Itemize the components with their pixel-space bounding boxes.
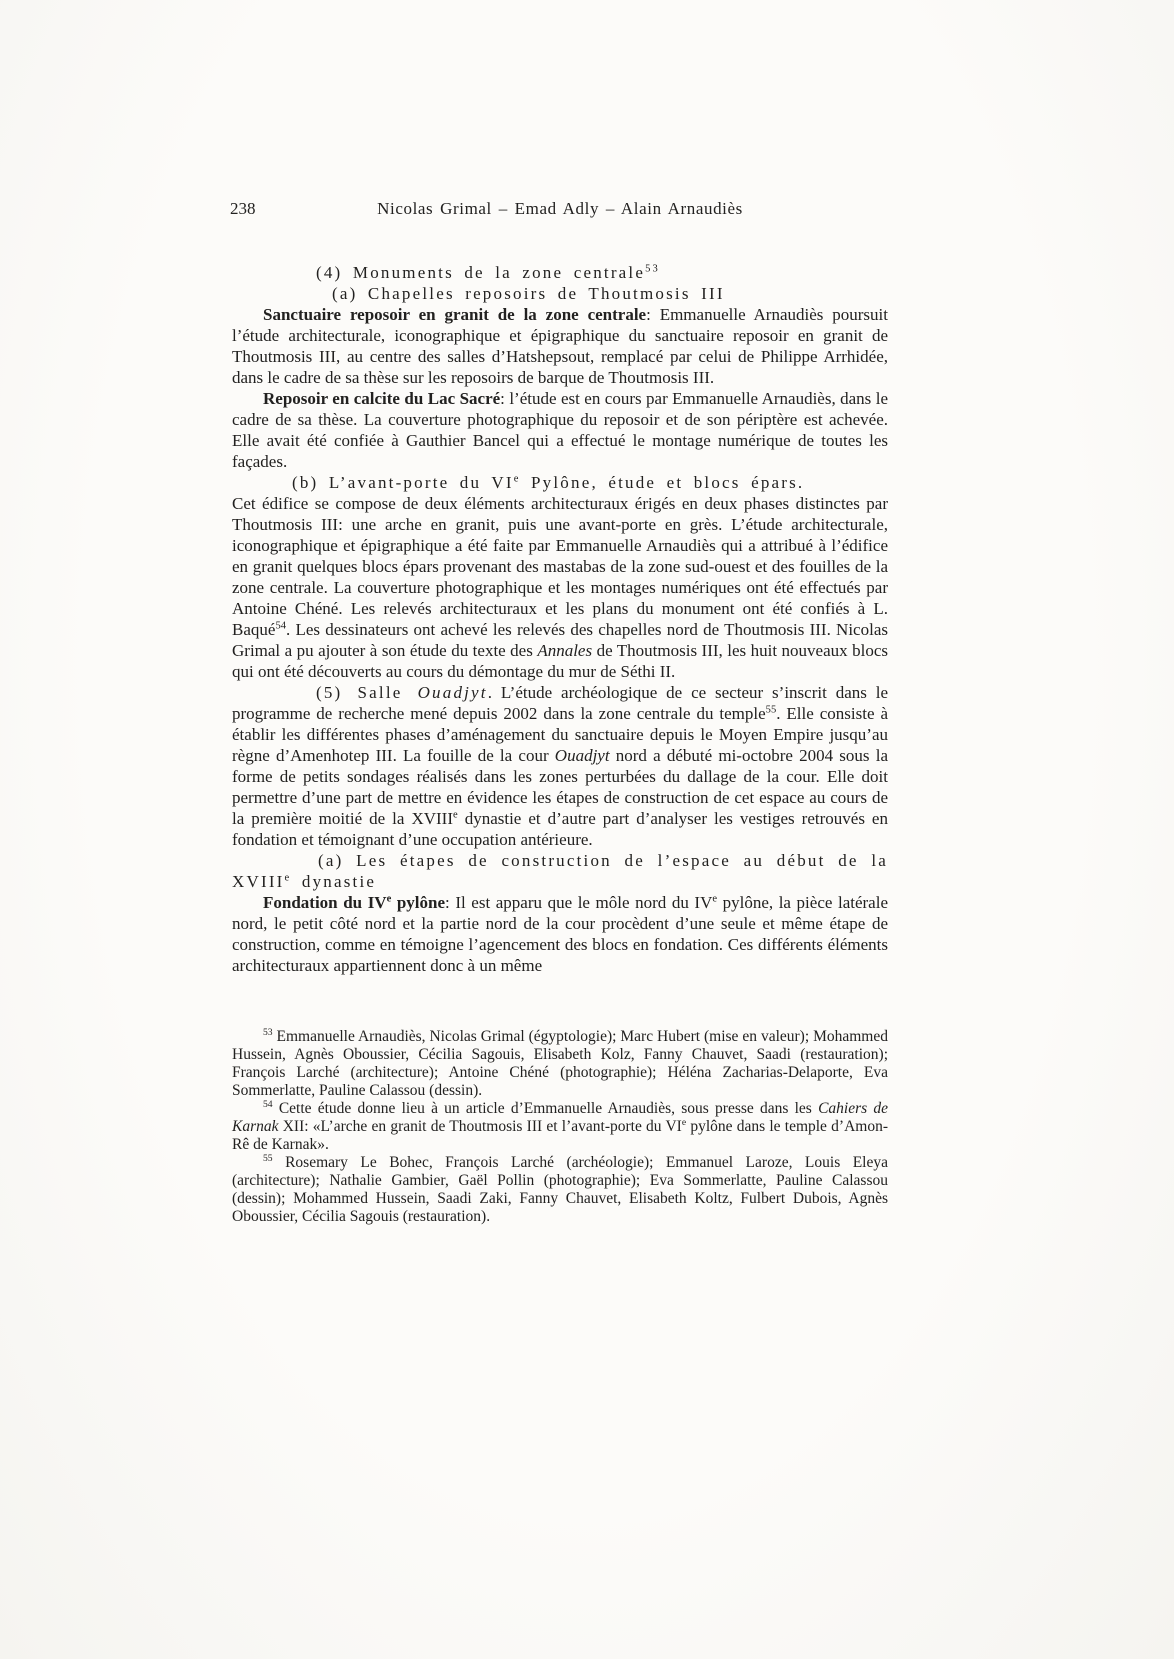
text-segment: dynastie et d’autre part d’analyser les vestiges retrouvés en fondation et témoignant d’une occupation antérieure. — [232, 809, 888, 849]
text-segment: 54 — [275, 620, 286, 632]
page-number: 238 — [230, 199, 256, 218]
text-segment: Fondation du IV — [263, 893, 387, 912]
text-segment: Cet édifice se compose de deux éléments architecturaux érigés en deux phases distinctes par Thoutmosis III: une arche en granit, puis une avant-porte en grès. L’étude architecturale, iconographique et épigraphique a été faite par Emmanuelle Arnaudiès qui a attribué à l’édifice en granit quelques blocs épars provenant des mastabas de la zone sud-ouest et des fouilles de la zone centrale. La couverture photographique et les montages numériques ont été effectués par Antoine Chéné. Les relevés architecturaux et les plans du monument ont été confiés à L. Baqué — [232, 494, 888, 639]
text-segment: (5) Salle — [316, 683, 418, 702]
paragraph-salle-ouadjyt — [232, 682, 888, 850]
main-text — [232, 262, 888, 976]
text-segment: : Il est apparu que le môle nord du IV — [445, 893, 713, 912]
text-segment: e — [386, 893, 392, 905]
text-segment: Emmanuelle Arnaudiès, Nicolas Grimal (égyptologie); Marc Hubert (mise en valeur); Mohammed Hussein, Agnès Oboussier, Cécilia Sagouis, Elisabeth Kolz, Fanny Chauvet, Saadi (restauration); François Larché (architecture); Antoine Chéné (photographie); Héléna Zacharias-Delaporte, Eva Sommerlatte, Pauline Calassou (dessin). — [232, 1028, 888, 1099]
section-heading-monuments-zone-centrale — [232, 262, 888, 283]
text-segment: e — [712, 893, 718, 905]
text-segment: 53 — [645, 263, 661, 275]
text-segment: de Thoutmosis III, les huit nouveaux blocs qui ont été découverts au cours du démontage du mur de Séthi II. — [232, 641, 888, 681]
text-segment: dynastie — [291, 872, 377, 891]
text-segment: e — [513, 473, 521, 485]
footnote-55 — [232, 1154, 888, 1226]
text-column — [232, 198, 888, 1226]
running-head: Nicolas Grimal – Emad Adly – Alain Arnaudiès — [377, 199, 743, 218]
text-segment: . Les dessinateurs ont achevé les relevés des chapelles nord de Thoutmosis III. Nicolas Grimal a pu ajouter à son étude du texte des — [232, 620, 888, 660]
text-segment: Pylône, étude et blocs épars. — [520, 473, 805, 492]
text-segment: . L’étude archéologique de ce secteur s’inscrit dans le programme de recherche mené depuis 2002 dans la zone centrale du temple — [232, 683, 888, 723]
text-segment: Sanctuaire reposoir en granit de la zone centrale — [263, 305, 647, 324]
section-heading-avant-porte — [232, 472, 888, 493]
text-segment: XII: «L’arche en granit de Thoutmosis III et l’avant-porte du VI — [278, 1118, 682, 1135]
text-segment: pylône, la pièce latérale nord, le petit côté nord et la partie nord de la cour procèdent d’une seule et même étape de construction, comme en témoigne l’agencement des blocs en fondation. Ces différents éléments architecturaux appartiennent donc à un même — [232, 893, 888, 975]
text-segment: Cette étude donne lieu à un article d’Emmanuelle Arnaudiès, sous presse dans les — [272, 1100, 819, 1117]
paragraph-avant-porte — [232, 493, 888, 682]
text-segment: 55 — [263, 1152, 273, 1164]
text-segment: (a) Les étapes de construction de l’espace au début de la XVIII — [232, 851, 888, 891]
text-segment: 54 — [263, 1098, 273, 1110]
text-segment: pylône dans le temple d’Amon-Rê de Karnak». — [232, 1118, 888, 1153]
text-segment: Annales — [537, 641, 593, 660]
text-segment: . Elle consiste à établir les différentes phases d’aménagement du sanctuaire depuis le Moyen Empire jusqu’au règne d’Amenhotep III. La fouille de la cour — [232, 704, 888, 765]
footnotes-block — [232, 1028, 888, 1226]
text-segment: : l’étude est en cours par Emmanuelle Arnaudiès, dans le cadre de sa thèse. La couverture photographique du reposoir et de son périptère est achevée. Elle avait été confiée à Gauthier Bancel qui a effectué le montage numérique de toutes les façades. — [232, 389, 889, 471]
section-heading-chapelles-reposoirs — [232, 283, 888, 304]
text-segment: Reposoir en calcite du Lac Sacré — [263, 389, 501, 408]
paragraph-reposoir-calcite — [232, 388, 888, 472]
section-heading-etapes-construction — [232, 850, 888, 892]
text-segment: pylône — [391, 893, 446, 912]
text-segment: e — [284, 872, 292, 884]
text-segment: Cahiers de Karnak — [232, 1100, 888, 1135]
paragraph-sanctuaire-reposoir — [232, 304, 888, 388]
text-segment: Ouadjyt — [417, 683, 488, 702]
text-segment: Ouadjyt — [554, 746, 610, 765]
footnote-53 — [232, 1028, 888, 1100]
text-segment: (a) Chapelles reposoirs de Thoutmosis III — [332, 284, 725, 303]
text-segment: 53 — [263, 1026, 273, 1038]
paragraph-fondation-pylone — [232, 892, 888, 976]
text-segment: : Emmanuelle Arnaudiès poursuit l’étude architecturale, iconographique et épigraphique du sanctuaire reposoir en granit de Thoutmosis III, au centre des salles d’Hatshepsout, remplacé par celui de Philippe Arrhidée, dans le cadre de sa thèse sur les reposoirs de barque de Thoutmosis III. — [232, 305, 888, 387]
text-segment: 55 — [765, 704, 777, 716]
text-segment: (b) L’avant-porte du VI — [292, 473, 514, 492]
text-segment: Rosemary Le Bohec, François Larché (archéologie); Emmanuel Laroze, Louis Eleya (architecture); Nathalie Gambier, Gaël Pollin (photographie); Eva Sommerlatte, Pauline Calassou (dessin); Mohammed Hussein, Saadi Zaki, Fanny Chauvet, Elisabeth Koltz, Fulbert Dubois, Agnès Oboussier, Cécilia Sagouis (restauration). — [232, 1154, 888, 1225]
text-segment: nord a débuté mi-octobre 2004 sous la forme de petits sondages réalisés dans les zones perturbées du dallage de la cour. Elle doit permettre d’une part de mettre en évidence les étapes de construction de cet espace au cours de la première moitié de la XVIII — [232, 746, 888, 828]
text-segment: e — [453, 809, 458, 821]
text-segment: e — [681, 1116, 687, 1128]
footnote-54 — [232, 1100, 888, 1154]
text-segment: (4) Monuments de la zone centrale — [316, 263, 646, 282]
page-header — [232, 198, 888, 220]
